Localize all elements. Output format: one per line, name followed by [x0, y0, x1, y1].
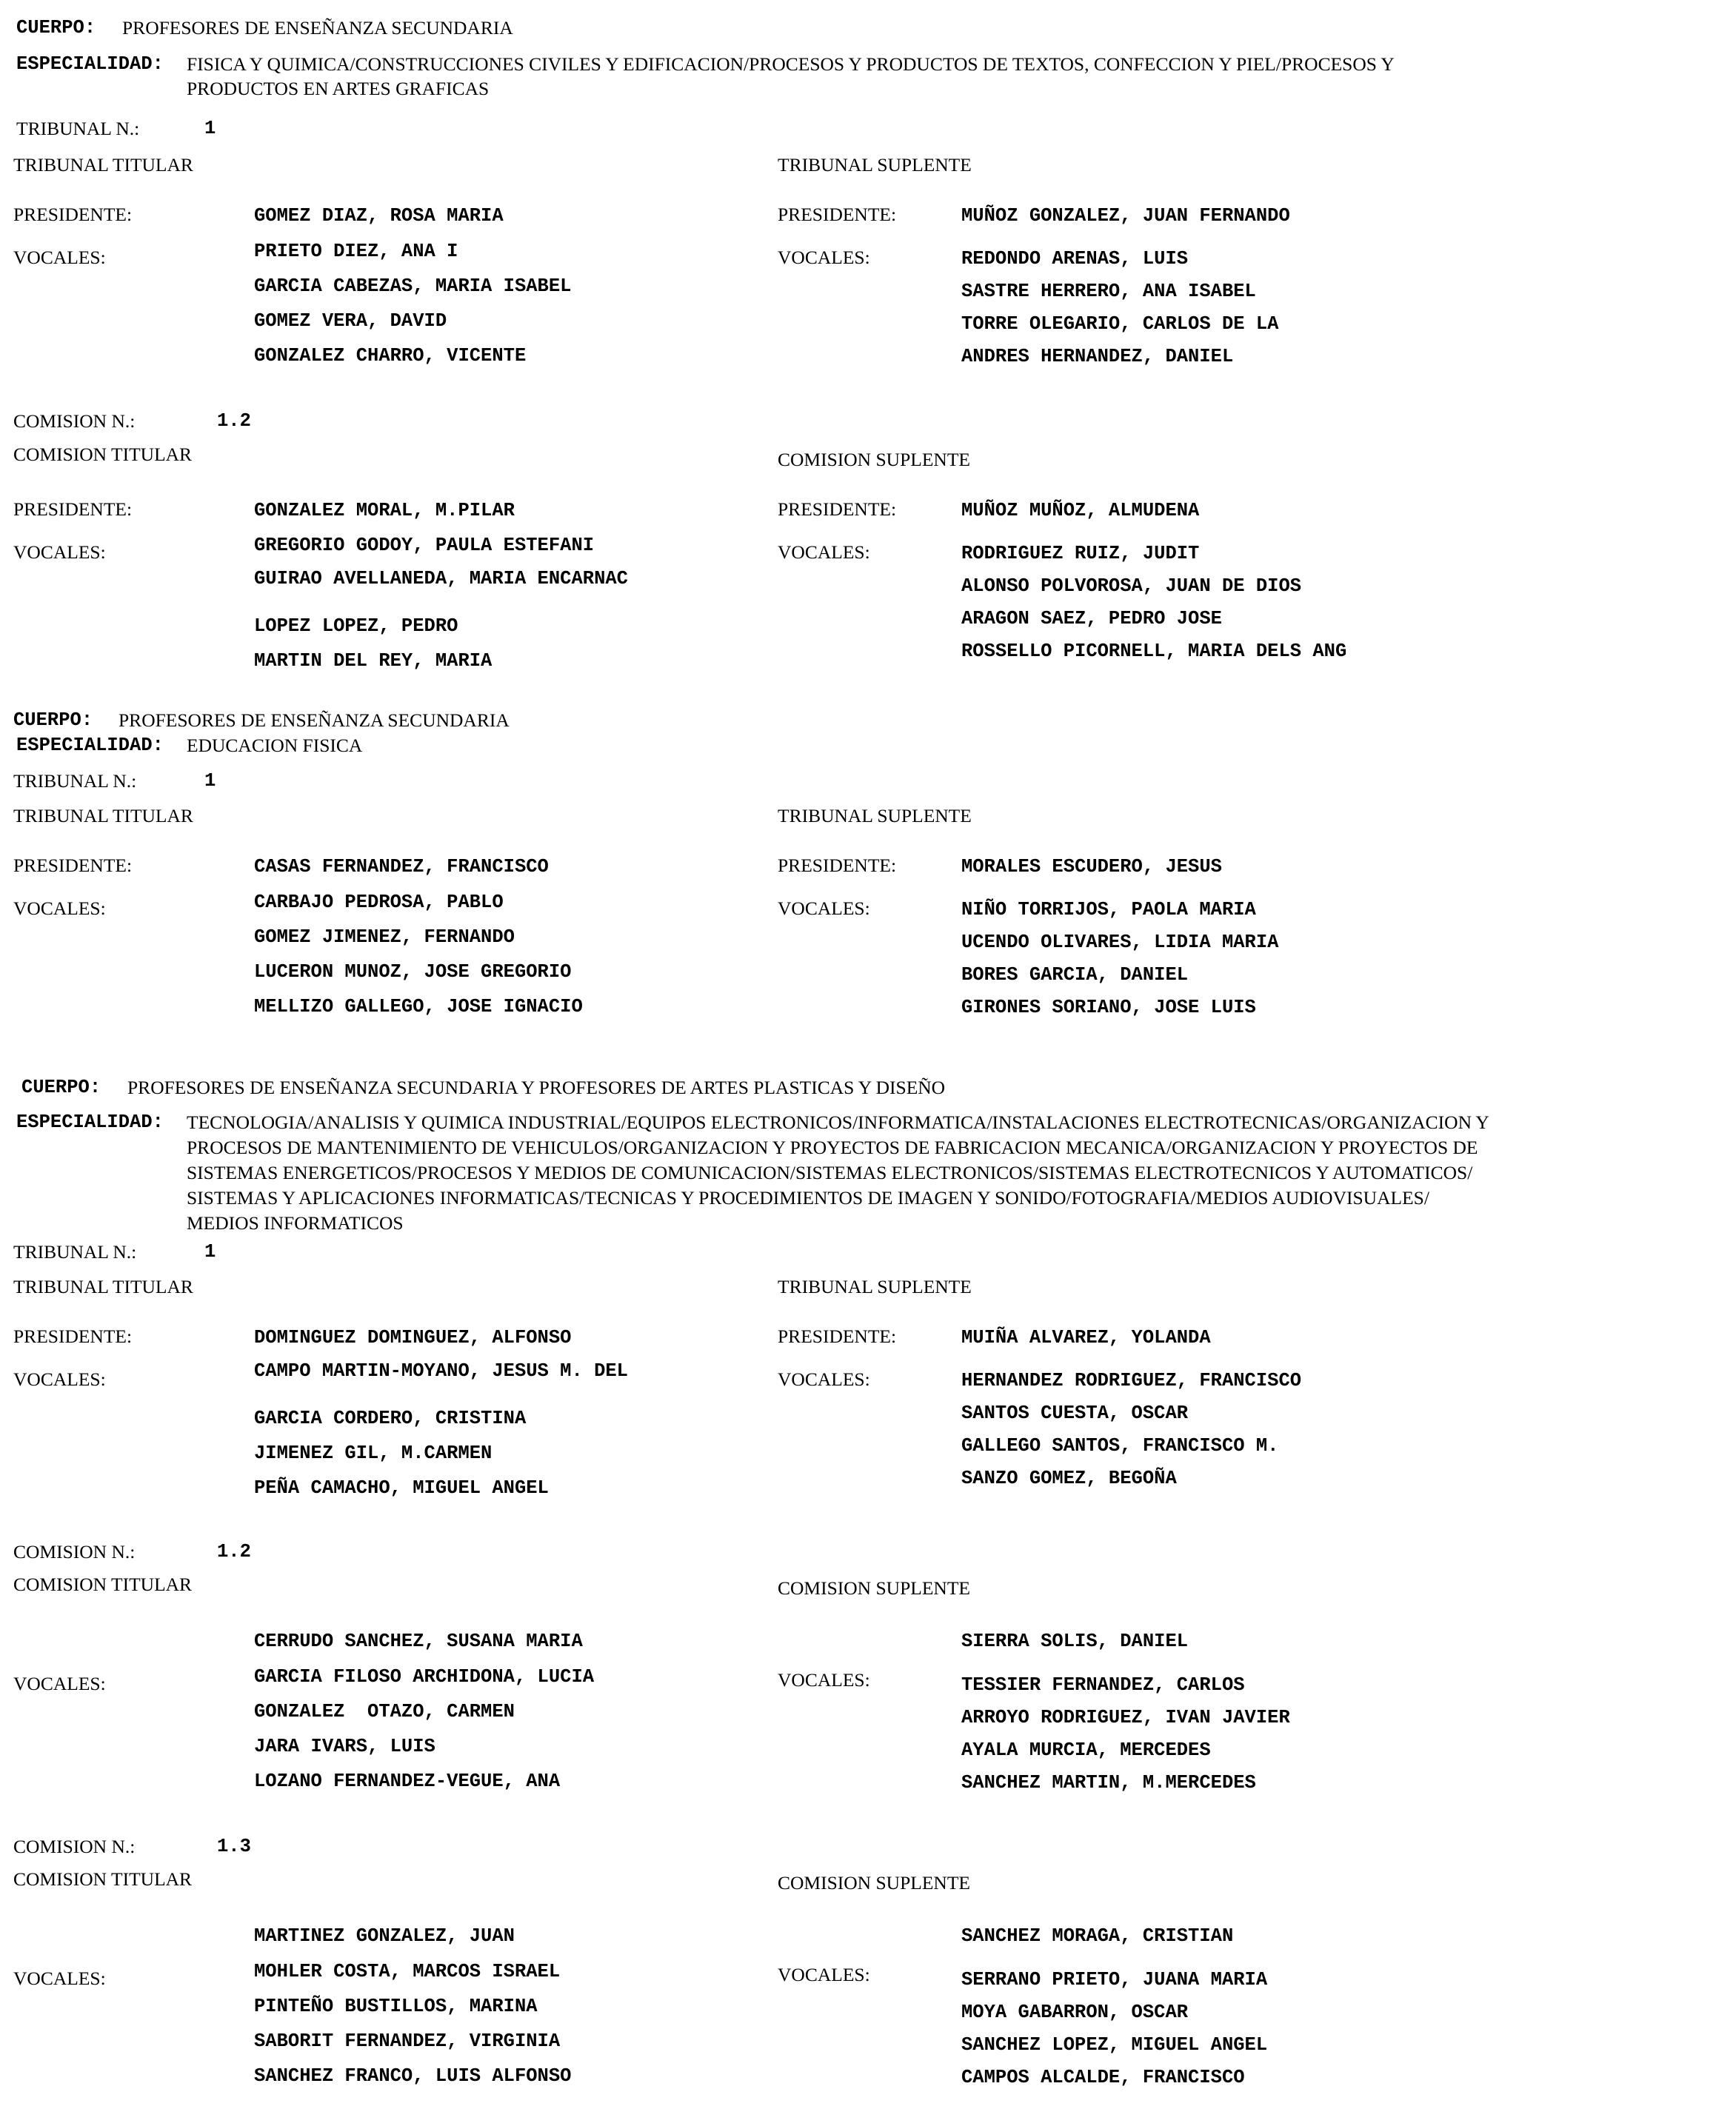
- presidente-label: PRESIDENTE:: [778, 1326, 897, 1347]
- suplente-vocal: GIRONES SORIANO, JOSE LUIS: [961, 997, 1256, 1018]
- tribunal-titular-heading: TRIBUNAL TITULAR: [13, 1276, 193, 1297]
- vocales-label: VOCALES:: [13, 1968, 106, 1989]
- comision-number: 1.2: [217, 410, 251, 432]
- especialidad-label: ESPECIALIDAD:: [16, 735, 164, 756]
- tribunal-number: 1: [204, 770, 216, 792]
- cuerpo-value: PROFESORES DE ENSEÑANZA SECUNDARIA Y PROFESORES DE ARTES PLASTICAS Y DISEÑO: [127, 1077, 946, 1098]
- tribunal-number: 1: [204, 118, 216, 139]
- titular-vocal: GARCIA FILOSO ARCHIDONA, LUCIA: [254, 1666, 595, 1688]
- titular-vocal: PINTEÑO BUSTILLOS, MARINA: [254, 1996, 538, 2017]
- tribunal-number-label: TRIBUNAL N.:: [13, 770, 137, 792]
- presidente-label: PRESIDENTE:: [13, 855, 133, 876]
- tribunal-titular-heading: TRIBUNAL TITULAR: [13, 154, 193, 176]
- especialidad-line: EDUCACION FISICA: [187, 735, 363, 756]
- suplente-vocal: UCENDO OLIVARES, LIDIA MARIA: [961, 932, 1279, 953]
- vocales-label: VOCALES:: [13, 898, 106, 919]
- titular-vocal: LOZANO FERNANDEZ-VEGUE, ANA: [254, 1771, 561, 1792]
- suplente-presidente: MUÑOZ GONZALEZ, JUAN FERNANDO: [961, 205, 1290, 227]
- tribunal-number-label: TRIBUNAL N.:: [13, 1241, 137, 1263]
- suplente-vocal: BORES GARCIA, DANIEL: [961, 964, 1189, 986]
- titular-vocal: GARCIA CABEZAS, MARIA ISABEL: [254, 275, 572, 297]
- presidente-label: PRESIDENTE:: [778, 498, 897, 520]
- titular-vocal: SANCHEZ FRANCO, LUIS ALFONSO: [254, 2065, 572, 2087]
- comision-number-label: COMISION N.:: [13, 1836, 136, 1857]
- titular-vocal: JIMENEZ GIL, M.CARMEN: [254, 1443, 493, 1464]
- suplente-vocal: GALLEGO SANTOS, FRANCISCO M.: [961, 1435, 1279, 1457]
- suplente-vocal: CAMPOS ALCALDE, FRANCISCO: [961, 2067, 1245, 2088]
- especialidad-line: FISICA Y QUIMICA/CONSTRUCCIONES CIVILES Y EDIFICACION/PROCESOS Y PRODUCTOS DE TEXTOS, CONFECCION Y PIEL/PROCESOS Y: [187, 53, 1395, 75]
- titular-vocal: MARTIN DEL REY, MARIA: [254, 650, 493, 672]
- suplente-vocal: SANZO GOMEZ, BEGOÑA: [961, 1468, 1177, 1489]
- titular-vocal: MELLIZO GALLEGO, JOSE IGNACIO: [254, 996, 583, 1017]
- suplente-presidente: MUÑOZ MUÑOZ, ALMUDENA: [961, 500, 1200, 521]
- titular-vocal: GONZALEZ OTAZO, CARMEN: [254, 1701, 515, 1722]
- comision-titular-heading: COMISION TITULAR: [13, 444, 193, 465]
- comision-suplente-heading: COMISION SUPLENTE: [778, 1577, 970, 1599]
- titular-vocal: GARCIA CORDERO, CRISTINA: [254, 1408, 527, 1429]
- titular-vocal: GONZALEZ CHARRO, VICENTE: [254, 345, 527, 367]
- suplente-vocal: ARROYO RODRIGUEZ, IVAN JAVIER: [961, 1707, 1290, 1728]
- titular-presidente: DOMINGUEZ DOMINGUEZ, ALFONSO: [254, 1327, 572, 1348]
- titular-vocal: SABORIT FERNANDEZ, VIRGINIA: [254, 2031, 561, 2052]
- titular-vocal: LUCERON MUNOZ, JOSE GREGORIO: [254, 961, 572, 983]
- suplente-vocal: TESSIER FERNANDEZ, CARLOS: [961, 1674, 1245, 1696]
- presidente-label: PRESIDENTE:: [13, 498, 133, 520]
- comision-number: 1.3: [217, 1836, 251, 1857]
- titular-vocal: CARBAJO PEDROSA, PABLO: [254, 892, 504, 913]
- cuerpo-label: CUERPO:: [21, 1077, 101, 1098]
- vocales-label: VOCALES:: [778, 247, 870, 268]
- suplente-vocal: SANTOS CUESTA, OSCAR: [961, 1403, 1189, 1424]
- suplente-vocal: HERNANDEZ RODRIGUEZ, FRANCISCO: [961, 1370, 1302, 1391]
- titular-vocal: GOMEZ VERA, DAVID: [254, 310, 447, 332]
- especialidad-line: PRODUCTOS EN ARTES GRAFICAS: [187, 78, 490, 99]
- vocales-label: VOCALES:: [778, 1368, 870, 1390]
- cuerpo-value: PROFESORES DE ENSEÑANZA SECUNDARIA: [122, 17, 513, 39]
- vocales-label: VOCALES:: [778, 1964, 870, 1985]
- tribunal-number: 1: [204, 1241, 216, 1263]
- tribunal-suplente-heading: TRIBUNAL SUPLENTE: [778, 154, 972, 176]
- presidente-label: PRESIDENTE:: [13, 1326, 133, 1347]
- vocales-label: VOCALES:: [13, 1368, 106, 1390]
- comision-suplente-heading: COMISION SUPLENTE: [778, 1872, 970, 1894]
- especialidad-line: MEDIOS INFORMATICOS: [187, 1212, 404, 1234]
- suplente-presidente: SANCHEZ MORAGA, CRISTIAN: [961, 1925, 1234, 1947]
- vocales-label: VOCALES:: [13, 247, 106, 268]
- suplente-presidente: MORALES ESCUDERO, JESUS: [961, 856, 1222, 878]
- vocales-label: VOCALES:: [13, 1673, 106, 1694]
- vocales-label: VOCALES:: [13, 541, 106, 563]
- vocales-label: VOCALES:: [778, 898, 870, 919]
- suplente-presidente: SIERRA SOLIS, DANIEL: [961, 1631, 1189, 1652]
- titular-vocal: GUIRAO AVELLANEDA, MARIA ENCARNAC: [254, 568, 628, 589]
- especialidad-label: ESPECIALIDAD:: [16, 53, 164, 75]
- suplente-vocal: ANDRES HERNANDEZ, DANIEL: [961, 346, 1234, 367]
- presidente-label: PRESIDENTE:: [778, 204, 897, 225]
- suplente-vocal: SANCHEZ MARTIN, M.MERCEDES: [961, 1772, 1256, 1794]
- cuerpo-label: CUERPO:: [13, 709, 93, 731]
- presidente-label: PRESIDENTE:: [13, 204, 133, 225]
- suplente-vocal: MOYA GABARRON, OSCAR: [961, 2002, 1189, 2023]
- titular-presidente: CERRUDO SANCHEZ, SUSANA MARIA: [254, 1631, 583, 1652]
- titular-vocal: LOPEZ LOPEZ, PEDRO: [254, 615, 458, 637]
- comision-suplente-heading: COMISION SUPLENTE: [778, 449, 970, 470]
- titular-presidente: GOMEZ DIAZ, ROSA MARIA: [254, 205, 504, 227]
- especialidad-line: SISTEMAS Y APLICACIONES INFORMATICAS/TECNICAS Y PROCEDIMIENTOS DE IMAGEN Y SONIDO/FOTOGRAFIA/MEDIOS AUDIOVISUALES/: [187, 1187, 1429, 1209]
- titular-vocal: PRIETO DIEZ, ANA I: [254, 241, 458, 262]
- especialidad-label: ESPECIALIDAD:: [16, 1112, 164, 1133]
- titular-vocal: MOHLER COSTA, MARCOS ISRAEL: [254, 1961, 561, 1982]
- comision-number-label: COMISION N.:: [13, 410, 136, 432]
- cuerpo-value: PROFESORES DE ENSEÑANZA SECUNDARIA: [118, 709, 510, 731]
- cuerpo-label: CUERPO:: [16, 17, 96, 39]
- comision-titular-heading: COMISION TITULAR: [13, 1574, 193, 1595]
- especialidad-line: TECNOLOGIA/ANALISIS Y QUIMICA INDUSTRIAL/EQUIPOS ELECTRONICOS/INFORMATICA/INSTALACIONES ELECTROTECNICAS/ORGANIZACION Y: [187, 1112, 1489, 1133]
- suplente-vocal: ALONSO POLVOROSA, JUAN DE DIOS: [961, 575, 1302, 597]
- comision-number: 1.2: [217, 1541, 251, 1562]
- vocales-label: VOCALES:: [778, 1669, 870, 1691]
- suplente-vocal: RODRIGUEZ RUIZ, JUDIT: [961, 543, 1200, 564]
- suplente-vocal: ARAGON SAEZ, PEDRO JOSE: [961, 608, 1222, 629]
- titular-vocal: JARA IVARS, LUIS: [254, 1736, 435, 1757]
- suplente-presidente: MUIÑA ALVAREZ, YOLANDA: [961, 1327, 1211, 1348]
- suplente-vocal: SASTRE HERRERO, ANA ISABEL: [961, 281, 1256, 302]
- suplente-vocal: NIÑO TORRIJOS, PAOLA MARIA: [961, 899, 1256, 920]
- titular-presidente: GONZALEZ MORAL, M.PILAR: [254, 500, 515, 521]
- suplente-vocal: ROSSELLO PICORNELL, MARIA DELS ANG: [961, 641, 1347, 662]
- especialidad-line: SISTEMAS ENERGETICOS/PROCESOS Y MEDIOS DE COMUNICACION/SISTEMAS ELECTRONICOS/SISTEMAS ELECTROTECNICOS Y AUTOMATICOS/: [187, 1162, 1473, 1183]
- suplente-vocal: TORRE OLEGARIO, CARLOS DE LA: [961, 313, 1279, 335]
- titular-vocal: PEÑA CAMACHO, MIGUEL ANGEL: [254, 1477, 549, 1499]
- tribunal-suplente-heading: TRIBUNAL SUPLENTE: [778, 805, 972, 826]
- titular-vocal: CAMPO MARTIN-MOYANO, JESUS M. DEL: [254, 1360, 628, 1382]
- suplente-vocal: SERRANO PRIETO, JUANA MARIA: [961, 1969, 1268, 1991]
- comision-titular-heading: COMISION TITULAR: [13, 1868, 193, 1890]
- titular-presidente: MARTINEZ GONZALEZ, JUAN: [254, 1925, 515, 1947]
- titular-presidente: CASAS FERNANDEZ, FRANCISCO: [254, 856, 549, 878]
- tribunal-titular-heading: TRIBUNAL TITULAR: [13, 805, 193, 826]
- suplente-vocal: SANCHEZ LOPEZ, MIGUEL ANGEL: [961, 2034, 1268, 2056]
- tribunal-suplente-heading: TRIBUNAL SUPLENTE: [778, 1276, 972, 1297]
- presidente-label: PRESIDENTE:: [778, 855, 897, 876]
- comision-number-label: COMISION N.:: [13, 1541, 136, 1562]
- tribunal-number-label: TRIBUNAL N.:: [16, 118, 140, 139]
- suplente-vocal: REDONDO ARENAS, LUIS: [961, 248, 1189, 270]
- titular-vocal: GOMEZ JIMENEZ, FERNANDO: [254, 926, 515, 948]
- titular-vocal: GREGORIO GODOY, PAULA ESTEFANI: [254, 535, 595, 556]
- vocales-label: VOCALES:: [778, 541, 870, 563]
- suplente-vocal: AYALA MURCIA, MERCEDES: [961, 1739, 1211, 1761]
- especialidad-line: PROCESOS DE MANTENIMIENTO DE VEHICULOS/ORGANIZACION Y PROYECTOS DE FABRICACION MECANICA/ORGANIZACION Y PROYECTOS DE: [187, 1137, 1478, 1158]
